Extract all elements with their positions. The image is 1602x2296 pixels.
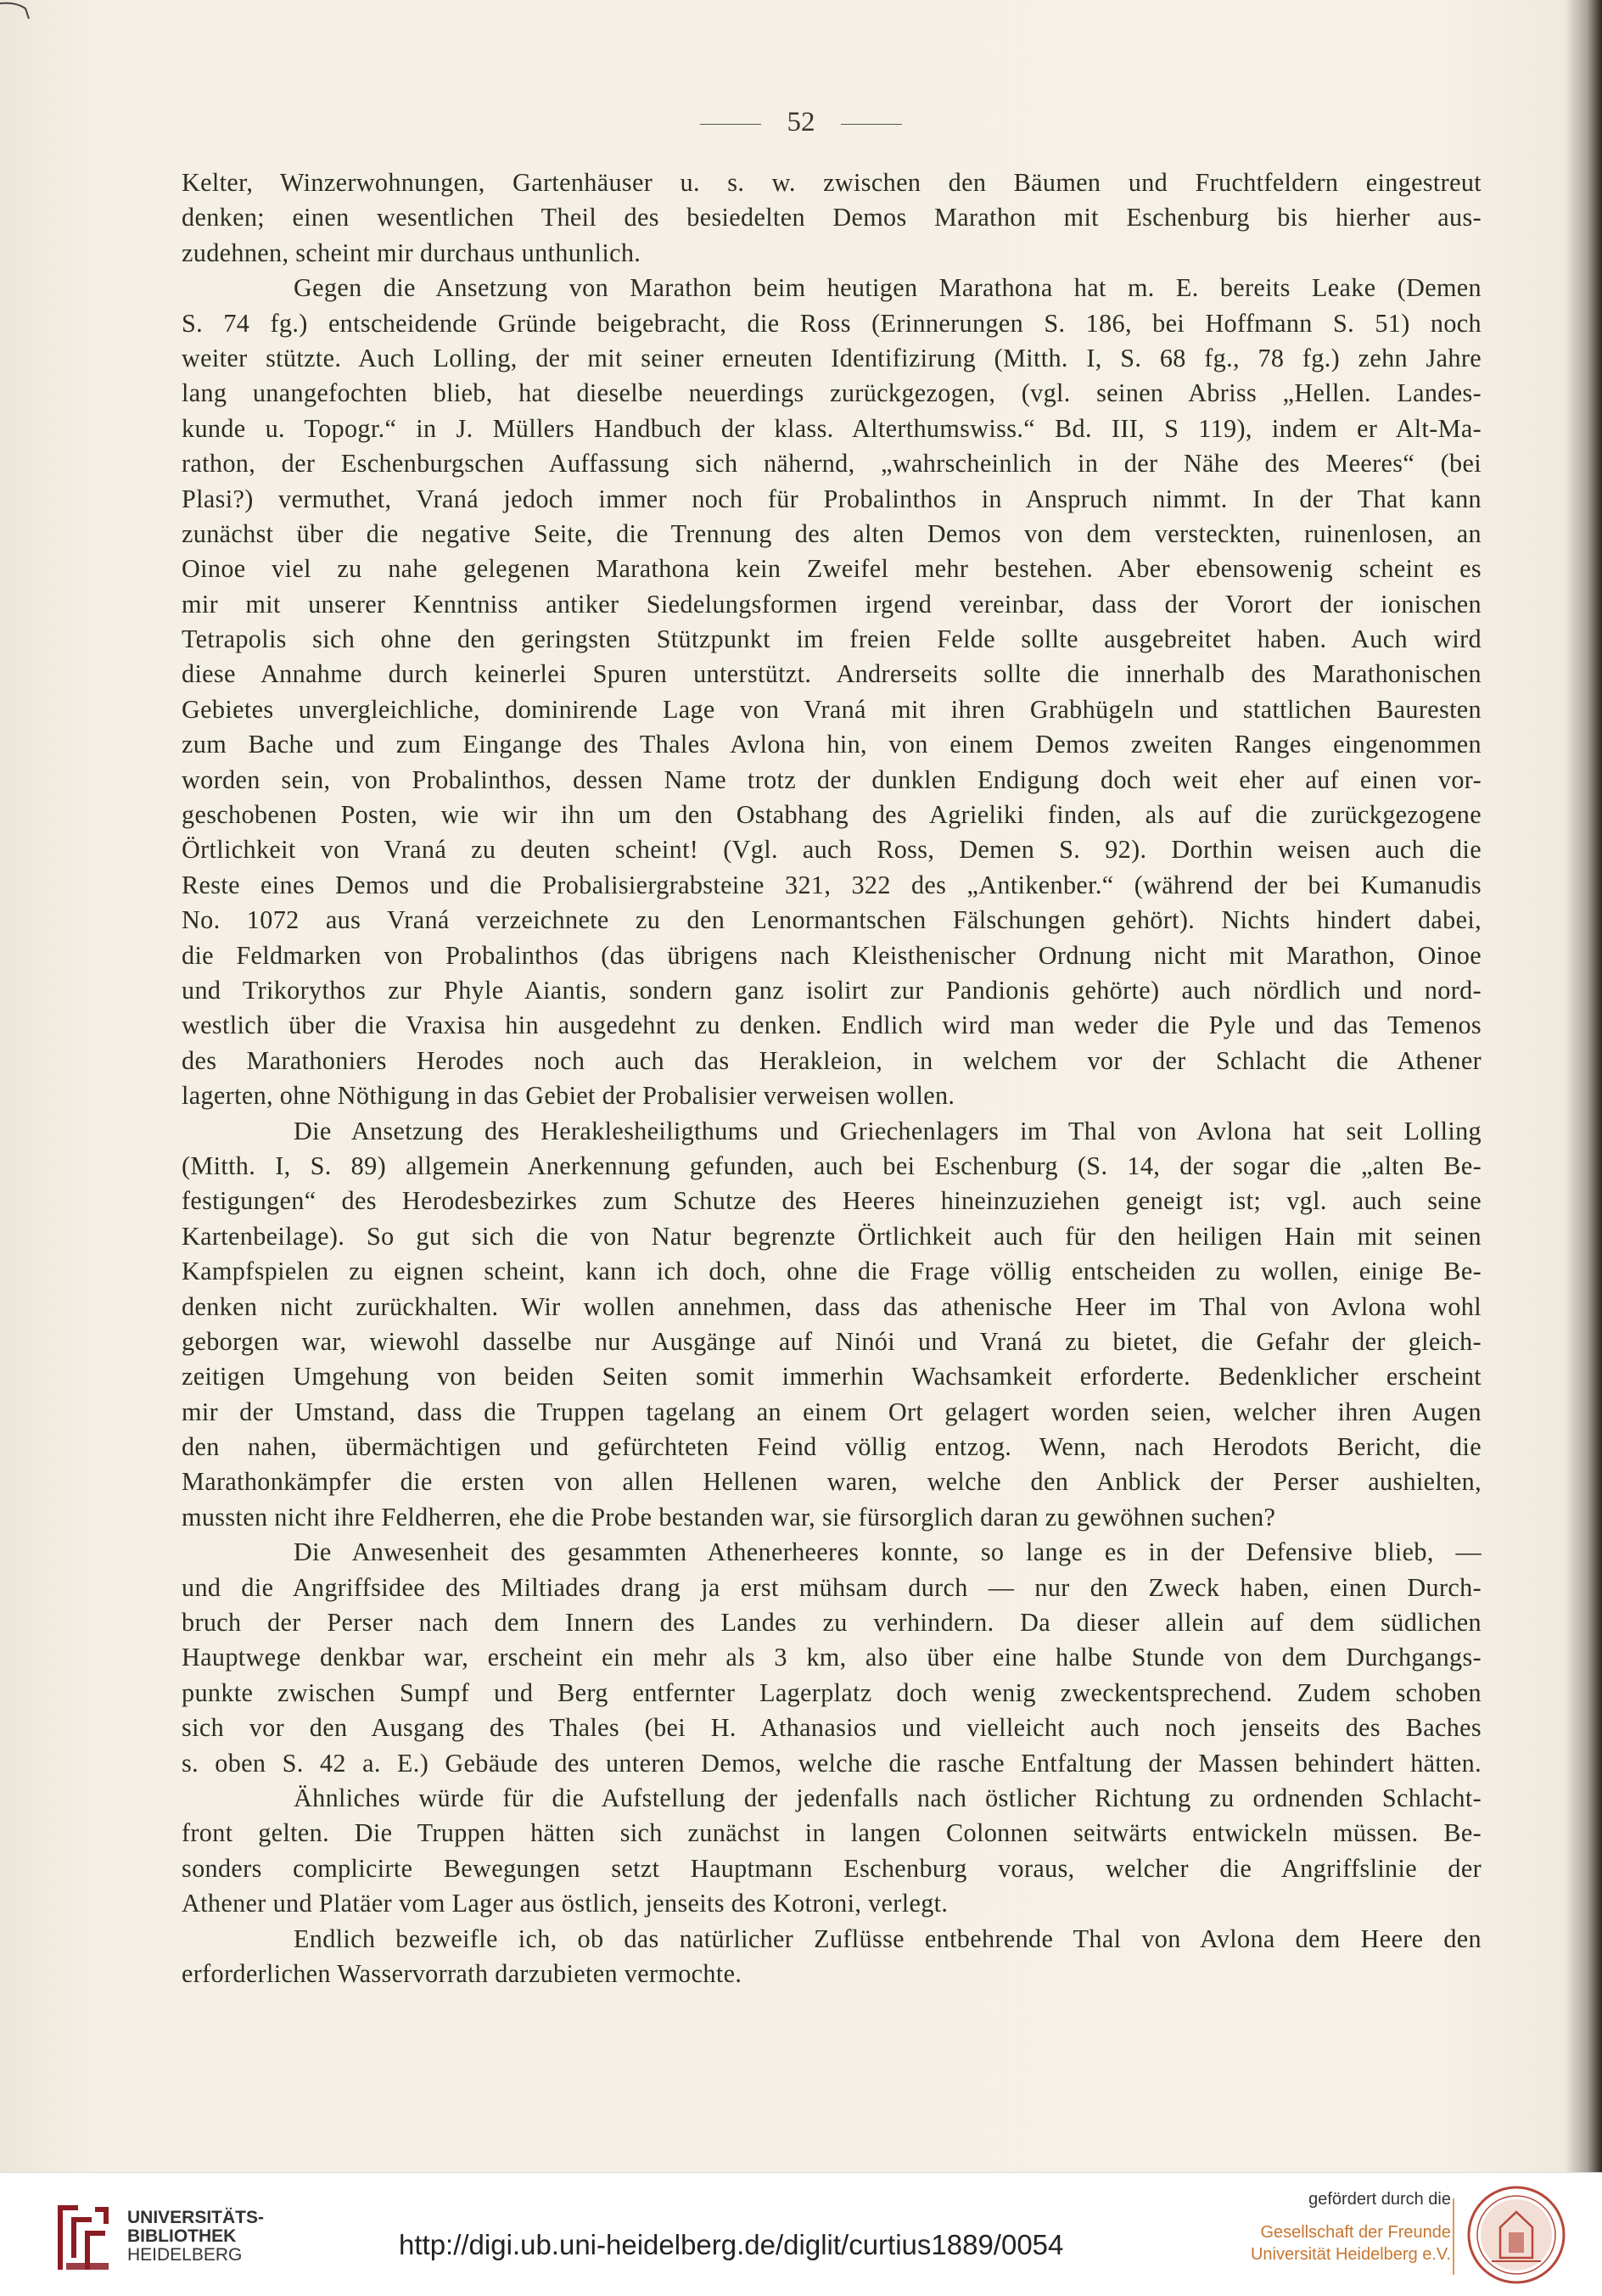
text-line: und die Angriffsidee des Miltiades drang ja erst mühsam durch — nur den Zweck haben, einen Durch- xyxy=(182,1572,1482,1602)
text-line: westlich über die Vraxisa hin ausgedehnt zu denken. Endlich wird man weder die Pyle und das Temenos xyxy=(182,1011,1482,1040)
text-line: festigungen“ des Herodesbezirkes zum Schutze des Heeres hineinzuziehen geneigt ist; vgl. auch seine xyxy=(182,1186,1482,1216)
text-line: Kartenbeilage). So gut sich die von Natur begrenzte Örtlichkeit auch für den heiligen Hain mit seinen xyxy=(182,1221,1482,1251)
text-line: weiter stützte. Auch Lolling, der mit seiner erneuten Identifizirung (Mitth. I, S. 68 fg., 78 fg.) zehn Jahre xyxy=(182,343,1482,372)
page-number: 52 xyxy=(787,107,815,137)
text-line: Endlich bezweifle ich, ob das natürlicher Zuflüsse entbehrende Thal von Avlona dem Heere den xyxy=(294,1924,1482,1953)
text-line: kunde u. Topogr.“ in J. Müllers Handbuch der klass. Alterthumswiss.“ Bd. III, S 119), indem er Alt-Ma- xyxy=(182,413,1482,443)
university-library-logo-icon xyxy=(49,2198,117,2276)
text-line: lagerten, ohne Nöthigung in das Gebiet der Probalisier verweisen wollen. xyxy=(182,1081,955,1111)
text-line: sonders complicirte Bewegungen setzt Hauptmann Eschenburg voraus, welcher die Angriffslinie der xyxy=(182,1853,1482,1883)
text-line: Gebietes unvergleichliche, dominirende Lage von Vraná mit ihren Grabhügeln und stattlichen Bauresten xyxy=(182,694,1482,724)
header-rule-right xyxy=(841,124,902,125)
text-line: mussten nicht ihre Feldherren, ehe die Probe bestanden war, sie fürsorglich daran zu gewöhnen suchen? xyxy=(182,1502,1276,1532)
text-line: bruch der Perser nach dem Innern des Landes zu verhindern. Da dieser allein auf dem südlichen xyxy=(182,1608,1482,1638)
text-line: mir mit unserer Kenntniss antiker Siedelungsformen irgend vereinbar, dass der Vorort der ionischen xyxy=(182,589,1482,619)
text-line: zudehnen, scheint mir durchaus unthunlich. xyxy=(182,238,641,267)
text-line: Oinoe viel zu nahe gelegenen Marathona kein Zweifel mehr bestehen. Aber ebensowenig scheint es xyxy=(182,554,1482,584)
corner-mark xyxy=(0,0,34,22)
funded-by-label: gefördert durch die xyxy=(1308,2190,1451,2209)
university-seal-icon xyxy=(1466,2185,1566,2285)
text-line: Örtlichkeit von Vraná zu deuten scheint! (Vgl. auch Ross, Demen S. 92). Dorthin weisen auch die xyxy=(182,835,1482,865)
text-line: No. 1072 aus Vraná verzeichnete zu den Lenormantschen Fälschungen gehört). Nichts hindert dabei, xyxy=(182,905,1482,935)
library-name xyxy=(127,2209,264,2265)
library-line-1: UNIVERSITÄTS- xyxy=(127,2208,265,2227)
text-line: und Trikorythos zur Phyle Aiantis, sondern ganz isolirt zur Pandionis gehörte) auch nördlich und nord- xyxy=(182,975,1482,1005)
text-line: des Marathoniers Herodes noch auch das Herakleion, in welchem vor der Schlacht die Athener xyxy=(182,1045,1482,1075)
society-line-2: Universität Heidelberg e.V. xyxy=(1250,2245,1451,2264)
digitization-footer xyxy=(0,2172,1602,2296)
permalink-url[interactable]: http://digi.ub.uni-heidelberg.de/diglit/curtius1889/0054 xyxy=(399,2229,1064,2260)
text-line: Gegen die Ansetzung von Marathon beim heutigen Marathona hat m. E. bereits Leake (Demen xyxy=(294,273,1482,303)
text-line: Plasi?) vermuthet, Vraná jedoch immer noch für Probalinthos in Anspruch nimmt. In der That kann xyxy=(182,484,1482,513)
library-line-3: HEIDELBERG xyxy=(127,2245,243,2265)
body-text xyxy=(182,165,1482,1991)
funder-block xyxy=(1222,2190,1451,2265)
text-line: Kelter, Winzerwohnungen, Gartenhäuser u. s. w. zwischen den Bäumen und Fruchtfeldern eingestreut xyxy=(182,168,1482,197)
page-edge-shadow xyxy=(1565,0,1602,2172)
funder-divider xyxy=(1453,2198,1454,2275)
text-line: erforderlichen Wasservorrath darzubieten vermochte. xyxy=(182,1958,742,1988)
text-line: Ähnliches würde für die Aufstellung der jedenfalls nach östlicher Richtung zu ordnenden Schlacht- xyxy=(294,1783,1482,1812)
text-line: Die Ansetzung des Heraklesheiligthums und Griechenlagers im Thal von Avlona hat seit Lolling xyxy=(294,1116,1482,1145)
text-line: zeitigen Umgehung von beiden Seiten somit immerhin Wachsamkeit erforderte. Bedenklicher erscheint xyxy=(182,1362,1482,1392)
library-line-2: BIBLIOTHEK xyxy=(127,2226,237,2246)
text-line: geschobenen Posten, wie wir ihn um den Ostabhang des Agrieliki finden, als auf die zurückgezogene xyxy=(182,800,1482,830)
text-line: S. 74 fg.) entscheidende Gründe beigebracht, die Ross (Erinnerungen S. 186, bei Hoffmann S. 51) noch xyxy=(182,308,1482,338)
header-rule-left xyxy=(700,124,761,125)
society-line-1: Gesellschaft der Freunde xyxy=(1260,2223,1451,2242)
text-line: Athener und Platäer vom Lager aus östlich, jenseits des Kotroni, verlegt. xyxy=(182,1889,949,1918)
text-line: mir der Umstand, dass die Truppen tagelang an einem Ort gelagert worden seien, welcher ihren Augen xyxy=(182,1397,1482,1426)
text-line: (Mitth. I, S. 89) allgemein Anerkennung gefunden, auch bei Eschenburg (S. 14, der sogar die „alten Be- xyxy=(182,1151,1482,1180)
text-line: zum Bache und zum Eingange des Thales Avlona hin, von einem Demos zweiten Ranges eingenommen xyxy=(182,730,1482,759)
text-line: denken nicht zurückhalten. Wir wollen annehmen, dass das athenische Heer im Thal von Avlona wohl xyxy=(182,1291,1482,1321)
page-header xyxy=(0,107,1602,138)
text-line: Marathonkämpfer die ersten von allen Hellenen waren, welche den Anblick der Perser aushielten, xyxy=(182,1467,1482,1497)
text-line: geborgen war, wiewohl dasselbe nur Ausgänge auf Ninói und Vraná zu bietet, die Gefahr der gleich- xyxy=(182,1326,1482,1356)
text-line: diese Annahme durch keinerlei Spuren unterstützt. Andrerseits sollte die innerhalb des Marathonischen xyxy=(182,659,1482,689)
text-line: Kampfspielen zu eignen scheint, kann ich doch, ohne die Frage völlig entscheiden zu wollen, einige Be- xyxy=(182,1257,1482,1286)
text-line: denken; einen wesentlichen Theil des besiedelten Demos Marathon mit Eschenburg bis hierher aus- xyxy=(182,203,1482,232)
text-line: Die Anwesenheit des gesammten Athenerheeres konnte, so lange es in der Defensive blieb, — xyxy=(294,1537,1482,1567)
text-line: zunächst über die negative Seite, die Trennung des alten Demos von dem versteckten, ruinenlosen, an xyxy=(182,518,1482,548)
text-line: front gelten. Die Truppen hätten sich zunächst in langen Colonnen seitwärts entwickeln müssen. Be- xyxy=(182,1818,1482,1848)
text-line: Tetrapolis sich ohne den geringsten Stützpunkt im freien Felde sollte ausgebreitet haben. Auch wird xyxy=(182,624,1482,654)
text-line: Reste eines Demos und die Probalisiergrabsteine 321, 322 des „Antikenber.“ (während der bei Kumanudis xyxy=(182,870,1482,899)
text-line: den nahen, übermächtigen und gefürchteten Feind völlig entzog. Wenn, nach Herodots Bericht, die xyxy=(182,1432,1482,1462)
text-line: lang unangefochten blieb, hat dieselbe neuerdings zurückgezogen, (vgl. seinen Abriss „Hellen. Landes- xyxy=(182,378,1482,408)
text-line: rathon, der Eschenburgschen Auffassung sich nähernd, „wahrscheinlich in der Nähe des Meeres“ (bei xyxy=(182,449,1482,479)
text-line: s. oben S. 42 a. E.) Gebäude des unteren Demos, welche die rasche Entfaltung der Massen behindert hätten. xyxy=(182,1748,1482,1778)
text-line: die Feldmarken von Probalinthos (das übrigens nach Kleisthenischer Ordnung nicht mit Marathon, Oinoe xyxy=(182,940,1482,970)
text-line: punkte zwischen Sumpf und Berg entfernter Lagerplatz doch wenig zweckentsprechend. Zudem schoben xyxy=(182,1677,1482,1707)
text-line: worden sein, von Probalinthos, dessen Name trotz der dunklen Endigung doch weit eher auf einen vor- xyxy=(182,764,1482,794)
text-line: Hauptwege denkbar war, erscheint ein mehr als 3 km, also über eine halbe Stunde von dem Durchgangs- xyxy=(182,1643,1482,1672)
text-line: sich vor den Ausgang des Thales (bei H. Athanasios und vielleicht auch noch jenseits des Baches xyxy=(182,1713,1482,1743)
